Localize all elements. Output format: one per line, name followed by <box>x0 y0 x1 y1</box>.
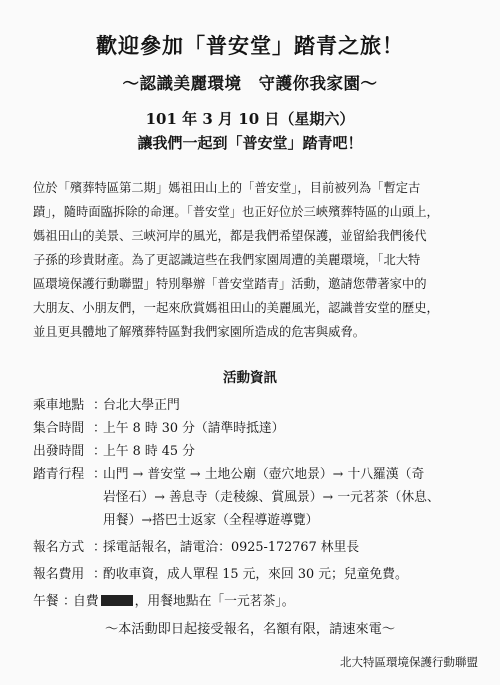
registration-notice: ～本活動即日起接受報名，名額有限，請速來電～ <box>104 622 396 637</box>
intro-paragraph <box>33 176 478 344</box>
info-list <box>33 394 478 613</box>
lunch-prefix: 自費 <box>73 594 99 609</box>
fee-label: 報名費用 <box>33 567 85 582</box>
route-row: 踏青行程 ： 山門 → 普安堂 → 土地公廟（壺穴地景）→ 十八羅漢（奇 岩怪石）→ 善息寺（走稜線、賞風景）→ 一元茗茶（休息、 用餐）→搭巴士返家（全程導遊導覽） <box>33 463 478 532</box>
redaction-mark <box>101 595 133 606</box>
subtitle: ～認識美麗環境 守護你我家園～ <box>122 74 378 93</box>
page-title: 歡迎參加「普安堂」踏青之旅！ <box>96 33 404 58</box>
gather-label: 集合時間 <box>33 421 85 436</box>
route-line: 岩怪石）→ 善息寺（走稜線、賞風景）→ 一元茗茶（休息、 <box>103 490 440 505</box>
intro-line: 區環境保護行動聯盟」特別舉辦「普安堂踏青」活動，邀請您帶著家中的 <box>33 277 427 291</box>
lunch-row: 午餐 ： 自費 ，用餐地點在「一元茗茶」。 <box>33 590 478 613</box>
invitation-line: 讓我們一起到「普安堂」踏青吧！ <box>137 134 363 152</box>
signup-row: 報名方式 ： 採電話報名，請電洽：0925-172767 林里長 <box>33 536 478 559</box>
pickup-row: 乘車地點 ： 台北大學正門 <box>33 394 478 417</box>
depart-value: 上午 8 時 45 分 <box>103 444 195 459</box>
lunch-suffix: ，用餐地點在「一元茗茶」。 <box>134 594 295 609</box>
gather-value: 上午 8 時 30 分（請準時抵達） <box>103 421 285 436</box>
lunch-label: 午餐 <box>33 594 59 609</box>
route-value <box>103 463 478 532</box>
event-date: 101 年 3 月 10 日（星期六） <box>145 110 355 128</box>
organizer-signature: 北大特區環境保護行動聯盟 <box>340 655 478 669</box>
section-heading: 活動資訊 <box>223 370 277 386</box>
pickup-label: 乘車地點 <box>33 398 85 413</box>
intro-line: 位於「殯葬特區第二期」媽祖田山上的「普安堂」，目前被列為「暫定古 <box>33 181 421 195</box>
intro-line: 大朋友、小朋友們，一起來欣賞媽祖田山的美麗風光，認識普安堂的歷史， <box>33 301 439 315</box>
intro-line: 子孫的珍貴財產。為了更認識這些在我們家園周遭的美麗環境，「北大特 <box>33 253 421 267</box>
depart-row: 出發時間 ： 上午 8 時 45 分 <box>33 440 478 463</box>
route-line: 山門 → 普安堂 → 土地公廟（壺穴地景）→ 十八羅漢（奇 <box>103 467 425 482</box>
signup-label: 報名方式 <box>33 540 85 555</box>
intro-line: 蹟」，隨時面臨拆除的命運。「普安堂」也正好位於三峽殯葬特區的山頭上， <box>33 205 439 219</box>
route-line: 用餐）→搭巴士返家（全程導遊導覽） <box>103 513 319 528</box>
pickup-value: 台北大學正門 <box>103 398 180 413</box>
route-label: 踏青行程 <box>33 467 85 482</box>
lunch-value <box>73 590 478 613</box>
intro-line: 並且更具體地了解殯葬特區對我們家園所造成的危害與威脅。 <box>33 325 366 339</box>
depart-label: 出發時間 <box>33 444 85 459</box>
intro-line: 媽祖田山的美景、三峽河岸的風光，都是我們希望保護，並留給我們後代 <box>33 229 427 243</box>
fee-row: 報名費用 ： 酌收車資，成人單程 15 元，來回 30 元；兒童免費。 <box>33 563 478 586</box>
fee-value: 酌收車資，成人單程 15 元，來回 30 元；兒童免費。 <box>103 567 408 582</box>
signup-value: 採電話報名，請電洽：0925-172767 林里長 <box>103 540 360 555</box>
gather-row: 集合時間 ： 上午 8 時 30 分（請準時抵達） <box>33 417 478 440</box>
